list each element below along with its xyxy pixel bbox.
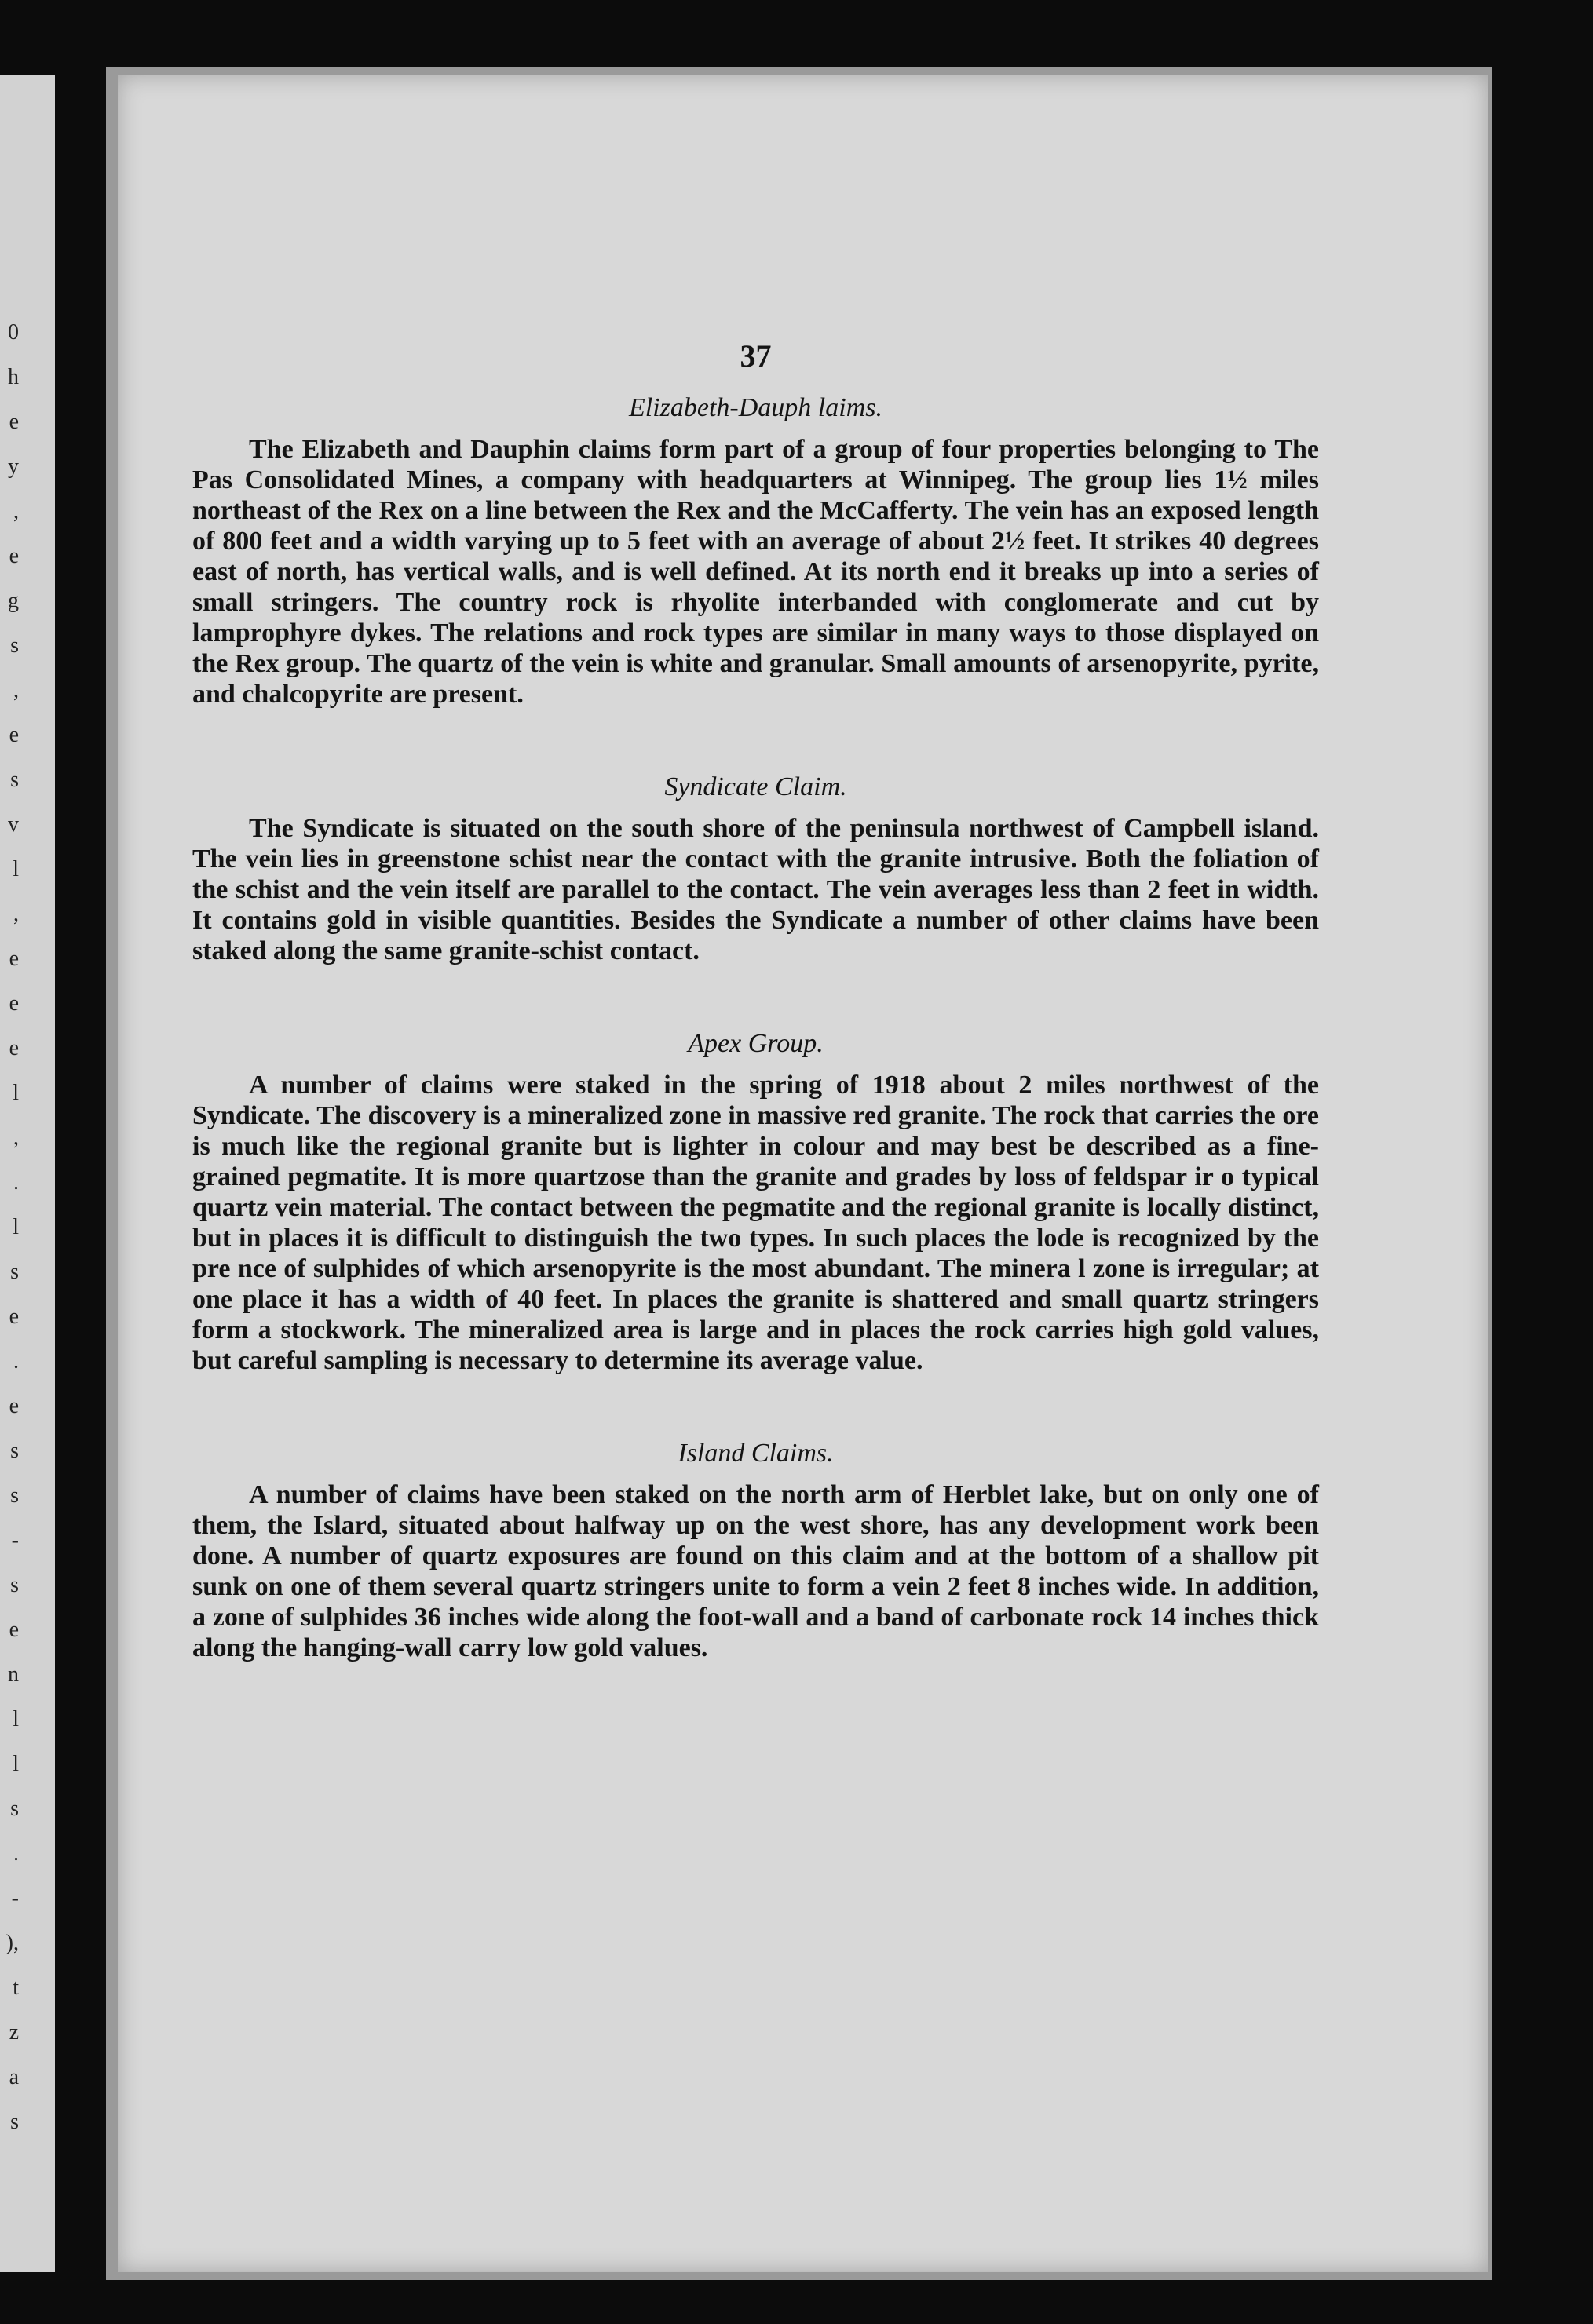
adjacent-page-fragment: s [10, 2110, 19, 2134]
adjacent-page-fragment: . [13, 1841, 19, 1866]
section-syndicate [192, 772, 1319, 966]
section-paragraph: The Elizabeth and Dauphin claims form part of a group of four properties belonging to The Pas Consolidated Mines, a company with headquarters at Winnipeg. The group lies 1½ miles northeast of the Rex on a line between the Rex and the McCafferty. The vein has an exposed length of 800 feet and a width varying up to 5 feet with an average of about 2½ feet. It strikes 40 degrees east of north, has vertical walls, and is well defined. At its north end it breaks up into a series of small stringers. The country rock is rhyolite interbanded with conglomerate and cut by lamprophyre dykes. The relations and rock types are similar in many ways to those displayed on the Rex group. The quartz of the vein is white and granular. Small amounts of arsenopyrite, pyrite, and chalcopyrite are present. [192, 435, 1319, 709]
section-paragraph: The Syndicate is situated on the south shore of the peninsula northwest of Campbell island. The vein lies in greenstone schist near the contact with the granite intrusive. Both the foliation of the schist and the vein itself are parallel to the contact. The vein averages less than 2 feet in width. It contains gold in visible quantities. Besides the Syndicate a number of other claims have been staked along the same granite-schist contact. [192, 814, 1319, 965]
adjacent-page-fragment: g [8, 589, 19, 613]
adjacent-page-fragment: , [13, 1126, 19, 1150]
adjacent-page-edge [0, 75, 55, 2272]
adjacent-page-fragment: e [9, 947, 19, 971]
adjacent-page-fragment: - [11, 1528, 19, 1552]
adjacent-page-fragment: e [9, 1394, 19, 1418]
adjacent-page-fragment: e [9, 544, 19, 568]
adjacent-page-fragment: e [9, 991, 19, 1016]
adjacent-page-fragment: e [9, 1036, 19, 1060]
adjacent-page-fragment: . [13, 1349, 19, 1374]
adjacent-page-fragment: h [8, 365, 19, 389]
adjacent-page-fragment: s [10, 768, 19, 792]
adjacent-page-fragment: , [13, 499, 19, 524]
adjacent-page-fragment: . [13, 1170, 19, 1195]
section-title: Elizabeth-Dauph laims. [629, 393, 882, 422]
adjacent-page-fragment: l [13, 1707, 19, 1731]
adjacent-page-fragment: e [9, 410, 19, 434]
adjacent-page-fragment: s [10, 1260, 19, 1284]
adjacent-page-fragment: l [13, 1215, 19, 1239]
adjacent-page-fragment: n [8, 1662, 19, 1687]
adjacent-page-fragment: , [13, 902, 19, 926]
section-title: Apex Group. [688, 1029, 824, 1058]
adjacent-page-fragment: s [10, 1483, 19, 1508]
section-apex-group [192, 1029, 1319, 1376]
adjacent-page-fragment: s [10, 1797, 19, 1821]
adjacent-page-fragment: v [8, 812, 19, 837]
page-content [192, 337, 1319, 1663]
adjacent-page-fragment: t [13, 1976, 19, 2000]
adjacent-page-fragment: e [9, 1618, 19, 1642]
adjacent-page-fragment: - [11, 1886, 19, 1910]
adjacent-page-fragment: l [13, 1752, 19, 1776]
section-elizabeth-dauphin [192, 393, 1319, 710]
adjacent-page-fragment: e [9, 1304, 19, 1329]
section-paragraph: A number of claims were staked in the spring of 1918 about 2 miles northwest of the Syndicate. The discovery is a mineralized zone in massive red granite. The rock that carries the ore is much like the regional granite but is lighter in colour and may best be described as a fine-grained pegmatite. It is more quartzose than the granite and grades by loss of feldspar ir o typical quartz vein material. The contact between the pegmatite and the regional granite is locally distinct, but in places it is difficult to distinguish the two types. In such places the lode is recognized by the pre nce of sulphides of which arsenopyrite is the most abundant. The minera l zone is irregular; at one place it has a width of 40 feet. In places the granite is shattered and small quartz stringers form a stockwork. The mineralized area is large and in places the rock carries high gold values, but careful sampling is necessary to determine its average value. [192, 1071, 1319, 1375]
adjacent-page-fragment: l [13, 857, 19, 881]
adjacent-page-fragment: 0 [8, 320, 19, 345]
adjacent-page-fragment: s [10, 633, 19, 658]
adjacent-page-fragment: z [9, 2020, 19, 2045]
adjacent-page-fragment: l [13, 1081, 19, 1105]
adjacent-page-fragment: e [9, 723, 19, 747]
section-paragraph: A number of claims have been staked on the north arm of Herblet lake, but on only one of them, the Islard, situated about halfway up on the west shore, has any development work been done. A number of quartz exposures are found on this claim and at the bottom of a shallow pit sunk on one of them several quartz stringers unite to form a vein 2 feet 8 inches wide. In addition, a zone of sulphides 36 inches wide along the foot-wall and a band of carbonate rock 14 inches thick along the hanging-wall carry low gold values. [192, 1480, 1319, 1662]
book-page [118, 75, 1488, 2272]
adjacent-page-fragment: a [9, 2065, 19, 2089]
section-title: Island Claims. [678, 1439, 834, 1468]
adjacent-page-fragment: y [8, 454, 19, 479]
adjacent-page-fragment: , [13, 678, 19, 702]
adjacent-page-fragment: s [10, 1439, 19, 1463]
section-island-claims [192, 1439, 1319, 1663]
section-title: Syndicate Claim. [664, 772, 847, 801]
adjacent-page-fragment: ), [5, 1931, 19, 1955]
page-number: 37 [740, 338, 772, 374]
adjacent-page-fragment: s [10, 1573, 19, 1597]
